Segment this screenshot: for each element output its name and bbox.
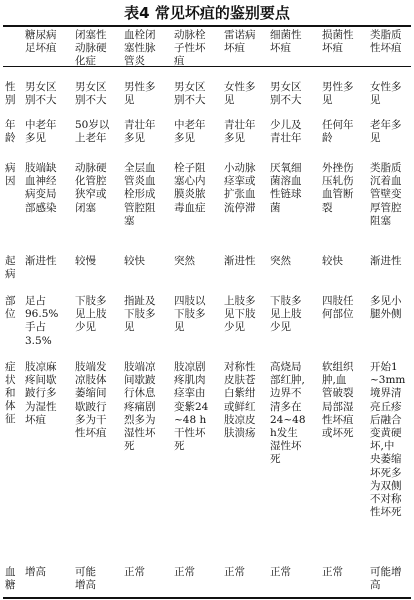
table-cell: 下肢多 见上肢 少见 (270, 295, 302, 334)
table-cell: 指趾及 下肢多 见 (124, 295, 156, 334)
row-label: 性 别 (5, 81, 16, 106)
table-cell: 较快 (124, 255, 145, 267)
table-cell: 渐进性 (224, 255, 256, 267)
table-cell: 上肢多 见下肢 少见 (224, 295, 256, 334)
table-cell: 渐进性 (370, 255, 402, 267)
column-header: 动脉栓 子性坏 疽 (174, 29, 206, 67)
column-header: 糖尿病 足坏疽 (25, 29, 57, 54)
column-header: 血栓闭 塞性脉 管炎 (124, 29, 156, 67)
table-cell: 较快 (322, 255, 343, 267)
row-label: 血 糖 (5, 566, 16, 591)
table-cell: 男女区 别不大 (75, 81, 107, 107)
table-cell: 可能 增高 (75, 566, 96, 592)
row-label: 症 状 和 体 征 (5, 361, 16, 425)
bottom-rule (3, 597, 411, 599)
table-cell: 正常 (124, 566, 145, 578)
table-cell: 外挫伤 压轧伤 血管断 裂 (322, 162, 354, 214)
table-cell: 肢端缺 血神经 病变局 部感染 (25, 162, 57, 214)
row-label: 部 位 (5, 295, 16, 320)
table-cell: 动脉硬 化管腔 狭窄或 闭塞 (75, 162, 107, 214)
table-cell: 可能增 高 (370, 566, 402, 592)
table-cell: 突然 (174, 255, 195, 267)
column-header: 雷诺病 坏疽 (224, 29, 256, 54)
table-cell: 正常 (224, 566, 245, 578)
row-label: 年 龄 (5, 119, 16, 144)
table-cell: 类脂质 沉着血 管壁变 厚管腔 阻塞 (370, 162, 402, 227)
table-cell: 开始1 ~3mm 境界清 亮丘疹 后融合 变黄硬 坏,中 央萎缩 坏死多 为双侧 不对称 性坏死 (370, 361, 406, 519)
table-cell: 青壮年 多见 (124, 119, 156, 145)
table-cell: 厌氧细 菌溶血 性链球 菌 (270, 162, 302, 214)
table-cell: 较慢 (75, 255, 96, 267)
table-cell: 栓子阻 塞心内 膜炎脓 毒血症 (174, 162, 206, 214)
table-cell: 女性多 见 (370, 81, 402, 107)
row-label: 起 病 (5, 255, 16, 280)
table-cell: 小动脉 痉挛或 扩张血 流停滞 (224, 162, 256, 214)
table-cell: 男女区 别不大 (270, 81, 302, 107)
table-cell: 青壮年 多见 (224, 119, 256, 145)
table-cell: 软组织 肿,血 管破裂 局部湿 性坏疽 或坏死 (322, 361, 354, 440)
table-cell: 中老年 多见 (174, 119, 206, 145)
table-cell: 男性多 见 (322, 81, 354, 107)
column-header: 类脂质 性坏疽 (370, 29, 402, 54)
column-header: 细菌性 坏疽 (270, 29, 302, 54)
table-cell: 男女区 别不大 (174, 81, 206, 107)
table-cell: 男女区 别不大 (25, 81, 57, 107)
table-cell: 正常 (322, 566, 343, 578)
table-cell: 对称性 皮肤苍 白紫绀 或鲜红 肢凉皮 肤溃疡 (224, 361, 256, 440)
table-cell: 高烧局 部红肿, 边界不 清多在 24~48 h发生 湿性坏 死 (270, 361, 306, 466)
table-cell: 足占 96.5% 手占 3.5% (25, 295, 59, 347)
table-cell: 50岁以 上老年 (75, 119, 110, 145)
table-cell: 全层血 管炎血 栓形成 管腔阻 塞 (124, 162, 156, 227)
table-cell: 突然 (270, 255, 291, 267)
table-cell: 四肢任 何部位 (322, 295, 354, 321)
row-label: 病 因 (5, 162, 16, 187)
table-cell: 下肢多 见上肢 少见 (75, 295, 107, 334)
table-cell: 渐进性 (25, 255, 57, 267)
table-cell: 多见小 腿外侧 (370, 295, 402, 321)
top-rule (3, 25, 411, 27)
table-cell: 四肢以 下肢多 见 (174, 295, 206, 334)
table-cell: 男性多 见 (124, 81, 156, 107)
table-cell: 正常 (270, 566, 291, 578)
table-cell: 肢端发 凉肢体 萎缩间 歇跛行 多为干 性坏疽 (75, 361, 107, 440)
table-cell: 肢端凉 间歇跛 行休息 疼痛剧 烈多为 湿性坏 死 (124, 361, 156, 453)
table-cell: 正常 (174, 566, 195, 578)
column-header: 闭塞性 动脉硬 化症 (75, 29, 107, 67)
table-cell: 肢凉剧 疼肌肉 痉挛由 变紫24 ~48 h 干性坏 死 (174, 361, 209, 453)
table-cell: 女性多 见 (224, 81, 256, 107)
table-cell: 增高 (25, 566, 46, 578)
table-cell: 老年多 见 (370, 119, 402, 145)
table-cell: 少儿及 青壮年 (270, 119, 302, 145)
table-cell: 中老年 多见 (25, 119, 57, 145)
column-header: 损菌性 坏疽 (322, 29, 354, 54)
table-cell: 任何年 龄 (322, 119, 354, 145)
table-title: 表4 常见坏疽的鉴别要点 (124, 4, 290, 22)
table-cell: 肢凉麻 疼间歇 跛行多 为湿性 坏疽 (25, 361, 57, 426)
